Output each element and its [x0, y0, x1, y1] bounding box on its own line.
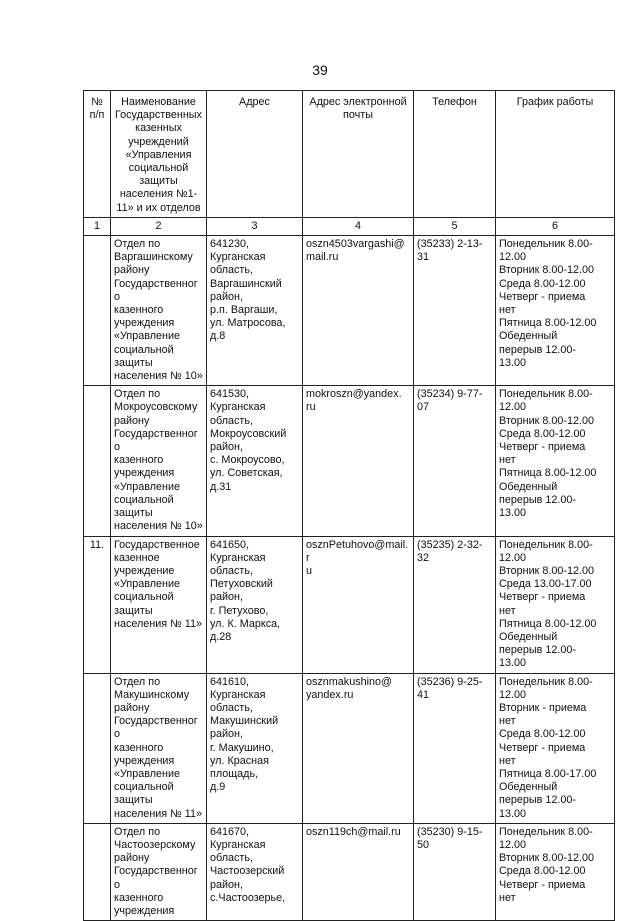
column-numbers-row [84, 217, 615, 235]
row-schedule: Понедельник 8.00- 12.00 Вторник - приема нет Среда 8.00-12.00 Четверг - приема нет Пятница 8.00-17.00 Обеденный перерыв 12.00- 13.00 [496, 673, 615, 823]
row-address: 641670, Курганская область, Частоозерский район, с.Частоозерье, [207, 823, 303, 920]
row-phone: (35236) 9-25- 41 [414, 673, 496, 823]
row-num [84, 823, 111, 920]
row-address: 641610, Курганская область, Макушинский район, г. Макушино, ул. Красная площадь, д.9 [207, 673, 303, 823]
header-schedule: График работы [496, 91, 615, 218]
row-phone: (35234) 9-77- 07 [414, 386, 496, 536]
column-number: 2 [111, 217, 207, 235]
row-phone: (35235) 2-32- 32 [414, 536, 496, 673]
row-phone: (35233) 2-13- 31 [414, 236, 496, 386]
header-row [84, 91, 615, 218]
row-num [84, 236, 111, 386]
row-num [84, 673, 111, 823]
row-email: osznmakushino@ yandex.ru [303, 673, 414, 823]
offices-table [83, 90, 615, 921]
row-name: Государственное казенное учреждение «Управление социальной защиты населения № 11» [111, 536, 207, 673]
table-row [84, 386, 615, 536]
row-address: 641650, Курганская область, Петуховский район, г. Петухово, ул. К. Маркса, д.28 [207, 536, 303, 673]
column-number: 6 [496, 217, 615, 235]
column-number: 3 [207, 217, 303, 235]
row-num: 11. [84, 536, 111, 673]
row-num [84, 386, 111, 536]
column-number: 5 [414, 217, 496, 235]
row-phone: (35230) 9-15- 50 [414, 823, 496, 920]
row-email: mokroszn@yandex. ru [303, 386, 414, 536]
table-row [84, 673, 615, 823]
row-name: Отдел по Частоозерскому району Государственного казенного учреждения [111, 823, 207, 920]
table-row [84, 236, 615, 386]
header-address: Адрес [207, 91, 303, 218]
column-number: 1 [84, 217, 111, 235]
row-name: Отдел по Варгашинскому району Государственного казенного учреждения «Управление социальной защиты населения № 10» [111, 236, 207, 386]
row-name: Отдел по Макушинскому району Государственного казенного учреждения «Управление социальной защиты населения № 11» [111, 673, 207, 823]
row-schedule: Понедельник 8.00- 12.00 Вторник 8.00-12.00 Среда 13.00-17.00 Четверг - приема нет Пятница 8.00-12.00 Обеденный перерыв 12.00- 13.00 [496, 536, 615, 673]
header-name: Наименование Государственных казенных учреждений «Управления социальной защиты населения №1- 11» и их отделов [111, 91, 207, 218]
row-schedule: Понедельник 8.00- 12.00 Вторник 8.00-12.00 Среда 8.00-12.00 Четверг - приема нет Пятница 8.00-12.00 Обеденный перерыв 12.00- 13.00 [496, 386, 615, 536]
header-num: № п/п [84, 91, 111, 218]
row-schedule: Понедельник 8.00- 12.00 Вторник 8.00-12.00 Среда 8.00-12.00 Четверг - приема нет Пятница 8.00-12.00 Обеденный перерыв 12.00- 13.00 [496, 236, 615, 386]
row-address: 641230, Курганская область, Варгашинский район, р.п. Варгаши, ул. Матросова, д.8 [207, 236, 303, 386]
row-email: oszn4503vargashi@ mail.ru [303, 236, 414, 386]
column-number: 4 [303, 217, 414, 235]
row-schedule: Понедельник 8.00- 12.00 Вторник 8.00-12.00 Среда 8.00-12.00 Четверг - приема нет [496, 823, 615, 920]
page-number: 39 [312, 62, 328, 78]
table-row [84, 823, 615, 920]
row-email: osznPetuhovo@mail.r u [303, 536, 414, 673]
row-email: oszn119ch@mail.ru [303, 823, 414, 920]
header-phone: Телефон [414, 91, 496, 218]
row-address: 641530, Курганская область, Мокроусовский район, с. Мокроусово, ул. Советская, д.31 [207, 386, 303, 536]
row-name: Отдел по Мокроусовскому району Государственного казенного учреждения «Управление социальной защиты населения № 10» [111, 386, 207, 536]
table-row [84, 536, 615, 673]
header-email: Адрес электронной почты [303, 91, 414, 218]
